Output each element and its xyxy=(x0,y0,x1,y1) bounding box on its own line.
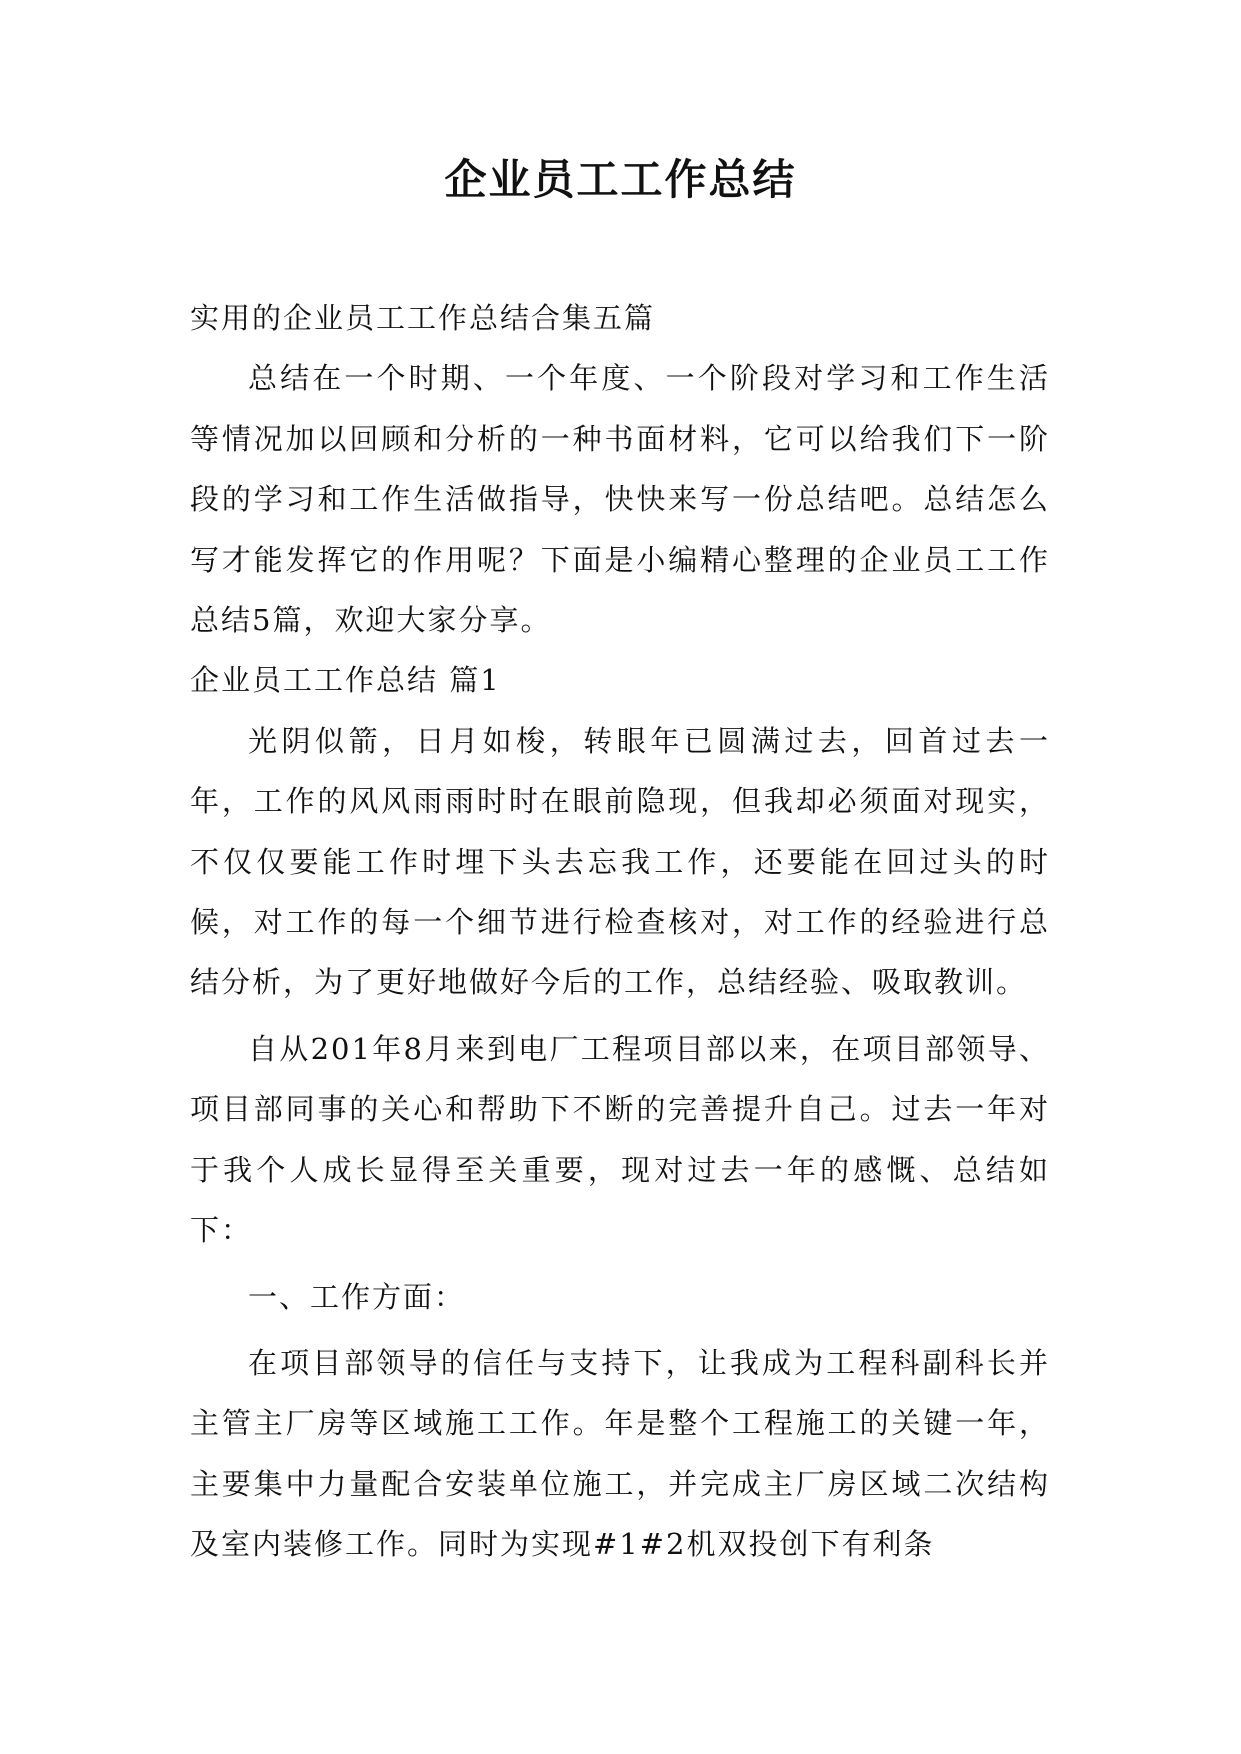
section-heading: 企业员工工作总结 篇1 xyxy=(190,663,501,698)
document-subtitle: 实用的企业员工工作总结合集五篇 xyxy=(190,301,656,335)
subsection-heading: 一、工作方面： xyxy=(248,1279,466,1314)
document-title: 企业员工工作总结 xyxy=(444,155,797,204)
body-paragraph: 光阴似箭，日月如梭，转眼年已圆满过去，回首过去一年，工作的风风雨雨时时在眼前隐现，但我却必须面对现实，不仅仅要能工作时埋下头去忘我工作，还要能在回过头的时候，对工作的每一个细节进行检查核对，对工作的经验进行总结分析，为了更好地做好今后的工作，总结经验、吸取教训。 xyxy=(190,723,1050,1000)
intro-paragraph: 总结在一个时期、一个年度、一个阶段对学习和工作生活等情况加以回顾和分析的一种书面材料，它可以给我们下一阶段的学习和工作生活做指导，快快来写一份总结吧。总结怎么写才能发挥它的作用呢？下面是小编精心整理的企业员工工作总结5篇，欢迎大家分享。 xyxy=(190,361,1050,638)
document-body xyxy=(190,288,1050,1575)
body-paragraph: 自从201年8月来到电厂工程项目部以来，在项目部领导、项目部同事的关心和帮助下不断的完善提升自己。过去一年对于我个人成长显得至关重要，现对过去一年的感慨、总结如下： xyxy=(190,1031,1050,1248)
body-paragraph: 在项目部领导的信任与支持下，让我成为工程科副科长并主管主厂房等区域施工工作。年是整个工程施工的关键一年，主要集中力量配合安装单位施工，并完成主厂房区域二次结构及室内装修工作。同时为实现#1#2机双投创下有利条 xyxy=(190,1345,1050,1562)
